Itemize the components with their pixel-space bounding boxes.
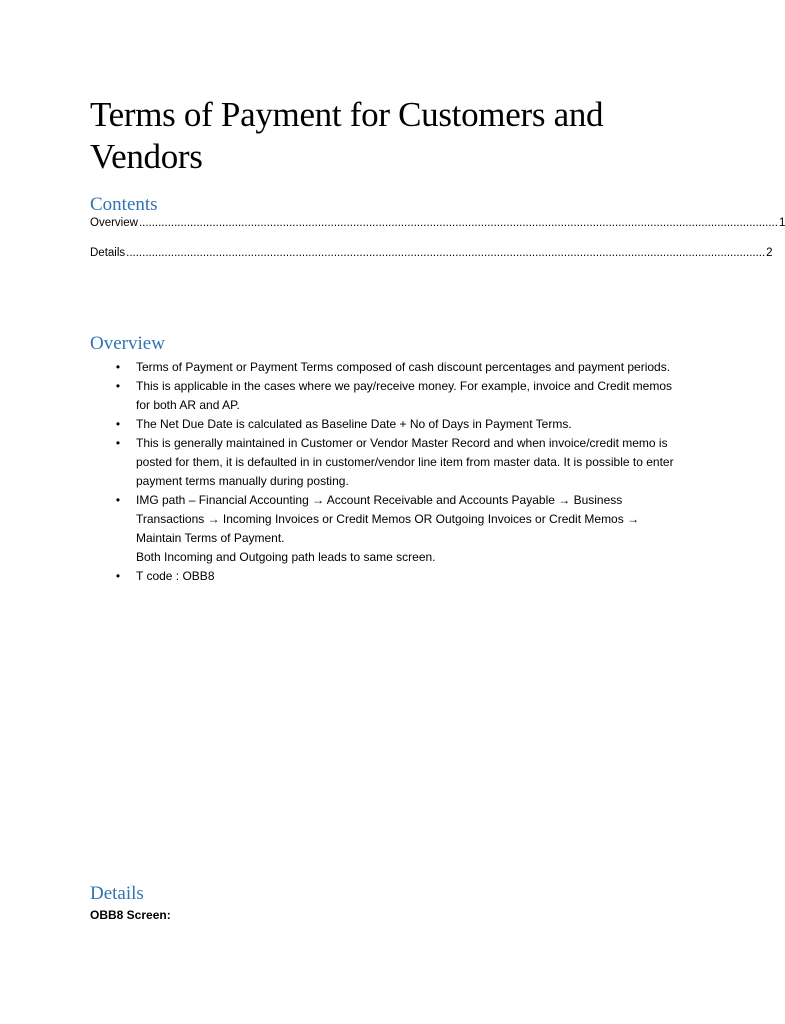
toc-leader-dots: ........................................................................................................................................................................................................	[138, 217, 778, 229]
overview-bullet-list	[112, 358, 682, 586]
list-item-text: The Net Due Date is calculated as Baseline Date + No of Days in Payment Terms.	[136, 417, 572, 431]
bullet-icon: •	[115, 569, 121, 583]
overview-heading: Overview	[90, 333, 165, 354]
table-of-contents	[90, 217, 785, 277]
toc-page-number: 2	[766, 247, 773, 259]
bullet-icon: •	[115, 417, 121, 431]
list-item	[112, 415, 682, 434]
bullet-icon: •	[115, 360, 121, 374]
list-item	[112, 491, 682, 567]
list-item	[112, 567, 682, 586]
list-item	[112, 434, 682, 491]
list-item-text: This is applicable in the cases where we pay/receive money. For example, invoice and Credit memos for both AR and AP.	[136, 379, 673, 412]
bullet-icon: •	[115, 379, 121, 393]
list-item-text: This is generally maintained in Customer or Vendor Master Record and when invoice/credit memo is posted for them, it is defaulted in in customer/vendor line item from master data. It is possible to enter payment terms manually during posting.	[136, 436, 674, 488]
details-heading: Details	[90, 883, 144, 904]
obb8-screen-label: OBB8 Screen:	[90, 908, 171, 922]
list-item	[112, 358, 682, 377]
list-item-text: Terms of Payment or Payment Terms composed of cash discount percentages and payment periods.	[136, 360, 671, 374]
list-item	[112, 377, 682, 415]
bullet-icon: •	[115, 493, 121, 507]
list-item-text: Both Incoming and Outgoing path leads to same screen.	[136, 550, 436, 564]
toc-leader-dots: ........................................................................................................................................................................................................	[126, 247, 766, 259]
document-title: Terms of Payment for Customers and Vendors	[90, 95, 604, 176]
toc-entry-details[interactable]	[90, 247, 773, 277]
toc-entry-label: Details	[90, 247, 126, 259]
list-item-text: IMG path – Financial Accounting → Account Receivable and Accounts Payable → Business Transactions → Incoming Invoices or Credit Memos OR Outgoing Invoices or Credit Memos → Maintain Terms of Payment.	[136, 493, 640, 545]
toc-page-number: 1	[778, 217, 785, 229]
toc-entry-overview[interactable]	[90, 217, 785, 247]
list-item-text: T code : OBB8	[136, 569, 215, 583]
contents-heading: Contents	[90, 194, 158, 215]
bullet-icon: •	[115, 436, 121, 450]
toc-entry-label: Overview	[90, 217, 138, 229]
